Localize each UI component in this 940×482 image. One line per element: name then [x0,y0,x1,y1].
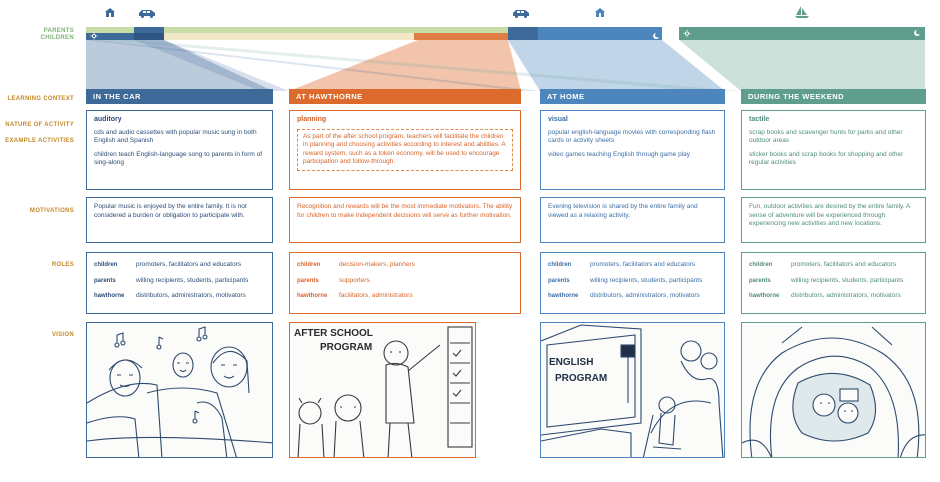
motivation-box [741,197,926,243]
role-description: distributors, administrators, motivators [590,292,700,300]
role-row [297,277,513,286]
motivation-box [86,197,273,243]
roles-box [540,252,725,314]
role-description: supporters [339,276,370,284]
vision-sketch-weekend [741,322,926,458]
vision-sketch-car [86,322,273,458]
activity-example: As part of the after school program, teachers will facilitate the children in planning and choosing activities according to interest and abilities. A reward system, such as a token economy, will be used to encourage participation and follow-through. [303,132,506,166]
motivation-box [289,197,521,243]
role-row [94,292,265,301]
roles-box [741,252,926,314]
role-row [297,292,513,301]
roles-box [86,252,273,314]
role-name: children [297,262,321,268]
row-label-roles: ROLES [51,262,74,268]
motivation-text: Fun, outdoor activities are desired by the entire family. A sense of adventure will be experienced through experiencing new activities and new locations. [749,203,911,228]
vision-sketch-home [540,322,725,458]
activity-example: video games teaching English through game play [548,150,691,158]
activity-nature: auditory [94,116,122,123]
column-header: DURING THE WEEKEND [741,89,926,104]
role-name: parents [548,277,570,284]
motivation-box [540,197,725,243]
motivation-text: Popular music is enjoyed by the entire family. It is not considered a burden or obligation to participate with. [94,203,247,219]
row-label-vision: VISION [51,332,74,338]
role-row [749,292,918,301]
role-description: promoters, facilitators and educators [136,261,242,268]
role-row [297,261,513,270]
role-row [94,277,265,286]
activity-example: cds and audio cassettes with popular music sung in both English and Spanish [94,128,257,145]
activity-example: children teach English-language song to parents in form of sing-along [94,150,263,167]
role-row [94,261,265,270]
children-label: CHILDREN [40,35,74,41]
row-label-nature-of-activity: NATURE OF ACTIVITY [5,122,74,128]
role-name: parents [749,277,771,284]
role-description: facilitators, administrators [339,292,413,300]
role-name: hawthorne [94,293,125,300]
role-name: parents [94,277,116,284]
role-row [749,277,918,286]
role-description: promoters, facilitators and educators [590,261,696,268]
motivation-text: Recognition and rewards will be the most immediate motivators. The ability for children to make independent decisions will serve as further motivation. [297,203,513,219]
activity-plan-box [297,129,513,171]
activity-example: scrap books and scavenger hunts for parks and other outdoor areas [749,128,903,145]
activity-box [289,110,521,190]
sketch-caption: ENGLISH [549,357,594,368]
role-name: children [548,262,572,268]
role-description: willing recipients, students, participants [590,276,703,284]
role-description: willing recipients, students, participants [136,276,249,284]
column-header: IN THE CAR [86,89,273,104]
row-label-learning-context: LEARNING CONTEXT [7,96,74,102]
roles-box [289,252,521,314]
role-name: hawthorne [548,293,579,300]
activity-example: popular english-language movies with corresponding flash cards or activity sheets [548,128,716,145]
role-name: children [94,262,118,268]
activity-box [741,110,926,190]
role-row [548,292,717,301]
role-name: hawthorne [749,293,780,300]
role-description: willing recipients, students, participants [791,276,904,284]
activity-nature: tactile [749,116,770,123]
motivation-text: Evening television is shared by the entire family and viewed as a relaxing activity. [548,203,698,219]
row-label-example-activities: EXAMPLE ACTIVITIES [5,138,74,144]
role-name: parents [297,277,319,284]
column-header: AT HOME [540,89,725,104]
role-description: decision-makers, planners [339,261,415,268]
role-row [749,261,918,270]
column-header: AT HAWTHORNE [289,89,521,104]
activity-box [86,110,273,190]
row-label-motivations: MOTIVATIONS [29,208,74,214]
activity-nature: visual [548,116,568,123]
role-name: hawthorne [297,293,328,300]
role-description: promoters, facilitators and educators [791,261,897,268]
role-description: distributors, administrators, motivators [791,292,901,300]
role-name: children [749,262,773,268]
activity-example: sticker books and scrap books for shopping and other regular activities [749,150,904,167]
parents-label: PARENTS [43,28,74,34]
role-row [548,261,717,270]
vision-sketch-hawthorne [289,322,476,458]
activity-nature: planning [297,116,327,123]
sketch-caption: PROGRAM [320,342,373,353]
role-description: distributors, administrators, motivators [136,292,246,300]
sketch-caption: PROGRAM [555,373,608,384]
activity-box [540,110,725,190]
sketch-caption: AFTER SCHOOL [294,328,373,339]
role-row [548,277,717,286]
